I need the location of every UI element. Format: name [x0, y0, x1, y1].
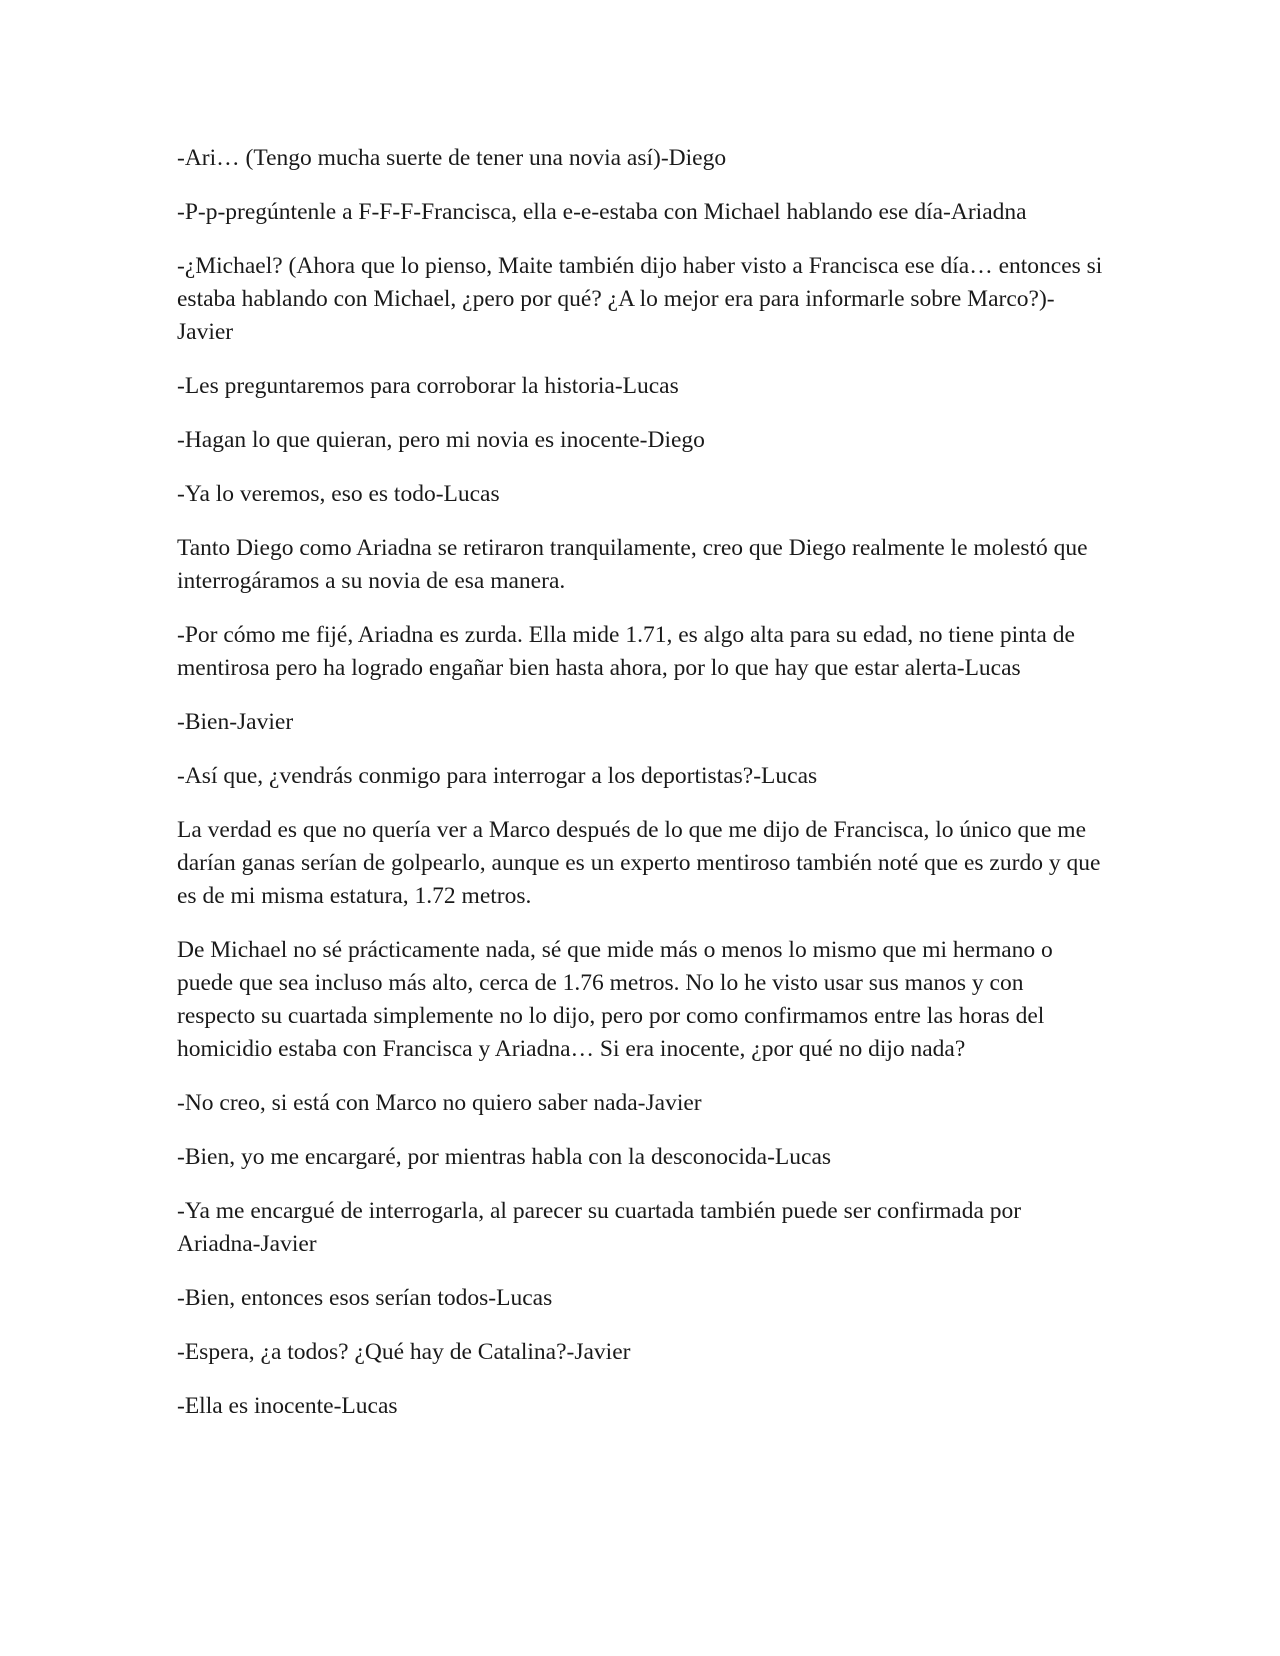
- paragraph: -Bien, entonces esos serían todos-Lucas: [177, 1285, 553, 1311]
- paragraph: -Ya lo veremos, eso es todo-Lucas: [177, 481, 500, 507]
- document-body: [177, 142, 1107, 1444]
- paragraph: -Hagan lo que quieran, pero mi novia es inocente-Diego: [177, 427, 705, 453]
- paragraph: -Les preguntaremos para corroborar la historia-Lucas: [177, 373, 679, 399]
- paragraph: -Espera, ¿a todos? ¿Qué hay de Catalina?-Javier: [177, 1339, 631, 1365]
- paragraph: -¿Michael? (Ahora que lo pienso, Maite también dijo haber visto a Francisca ese día… entonces si estaba hablando con Michael, ¿pero por qué? ¿A lo mejor era para informarle sobre Marco?)-Javier: [177, 253, 1103, 345]
- paragraph: La verdad es que no quería ver a Marco después de lo que me dijo de Francisca, lo único que me darían ganas serían de golpearlo, aunque es un experto mentiroso también noté que es zurdo y que es de mi misma estatura, 1.72 metros.: [177, 817, 1101, 909]
- paragraph: -Así que, ¿vendrás conmigo para interrogar a los deportistas?-Lucas: [177, 763, 818, 789]
- paragraph: -Bien, yo me encargaré, por mientras habla con la desconocida-Lucas: [177, 1144, 832, 1170]
- paragraph: -Por cómo me fijé, Ariadna es zurda. Ella mide 1.71, es algo alta para su edad, no tiene pinta de mentirosa pero ha logrado engañar bien hasta ahora, por lo que hay que estar alerta-Lucas: [177, 622, 1075, 681]
- paragraph: -Bien-Javier: [177, 709, 294, 735]
- paragraph: Tanto Diego como Ariadna se retiraron tranquilamente, creo que Diego realmente le molestó que interrogáramos a su novia de esa manera.: [177, 535, 1088, 594]
- paragraph: De Michael no sé prácticamente nada, sé que mide más o menos lo mismo que mi hermano o puede que sea incluso más alto, cerca de 1.76 metros. No lo he visto usar sus manos y con respecto su cuartada simplemente no lo dijo, pero por como confirmamos entre las horas del homicidio estaba con Francisca y Ariadna… Si era inocente, ¿por qué no dijo nada?: [177, 937, 1053, 1062]
- paragraph: -Ari… (Tengo mucha suerte de tener una novia así)-Diego: [177, 145, 727, 171]
- paragraph: -No creo, si está con Marco no quiero saber nada-Javier: [177, 1090, 702, 1116]
- paragraph: -Ya me encargué de interrogarla, al parecer su cuartada también puede ser confirmada por Ariadna-Javier: [177, 1198, 1022, 1257]
- paragraph: -Ella es inocente-Lucas: [177, 1393, 398, 1419]
- paragraph: -P-p-pregúntenle a F-F-F-Francisca, ella e-e-estaba con Michael hablando ese día-Ariadna: [177, 199, 1027, 225]
